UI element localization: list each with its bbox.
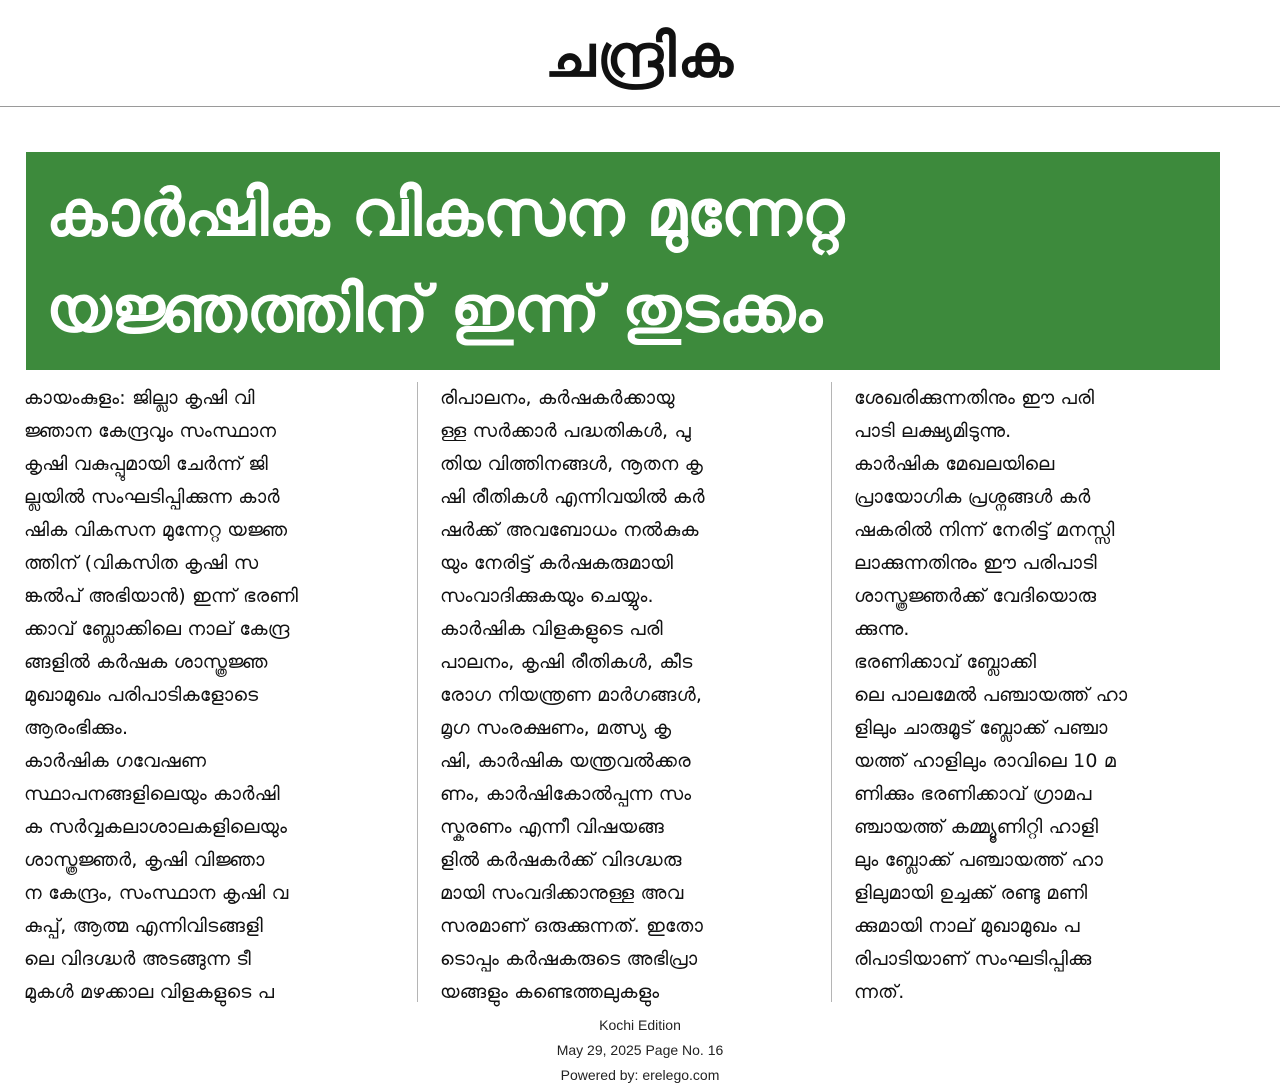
article-line: ഷി രീതികൾ എന്നിവയിൽ കർ bbox=[440, 486, 705, 508]
article-line: ളിലും ചാരുമൂട് ബ്ലോക്ക് പഞ്ചാ bbox=[854, 717, 1108, 739]
article-line: ഷകരിൽ നിന്ന് നേരിട്ട് മനസ്സി bbox=[854, 519, 1115, 541]
article-line: ശാസ്ത്രജ്ഞർ, കൃഷി വിജ്ഞാ bbox=[24, 849, 265, 871]
article-line: ണം, കാർഷികോൽപ്പന്ന സം bbox=[440, 783, 692, 805]
article-body bbox=[24, 382, 1224, 1008]
article-line: കുപ്പ്, ആത്മ എന്നിവിടങ്ങളി bbox=[24, 915, 263, 937]
article-line: ന്നത്. bbox=[854, 981, 905, 1003]
article-line: രിപാടിയാണ് സംഘടിപ്പിക്കു bbox=[854, 948, 1092, 970]
article-line: പാടി ലക്ഷ്യമിടുന്നു. bbox=[854, 420, 1012, 442]
article-line: കാർഷിക മേഖലയിലെ bbox=[854, 453, 1055, 475]
article-line: തിയ വിത്തിനങ്ങൾ, നൂതന കൃ bbox=[440, 453, 704, 475]
article-line: ടൊപ്പം കർഷകരുടെ അഭിപ്രാ bbox=[440, 948, 698, 970]
article-line: സ്ഥാപനങ്ങളിലെയും കാർഷി bbox=[24, 783, 280, 805]
column-divider bbox=[417, 382, 418, 1002]
article-line: ലെ വിദഗ്ദ്ധർ അടങ്ങുന്ന ടീ bbox=[24, 948, 252, 970]
article-line: ക്കുന്നു. bbox=[854, 618, 910, 640]
article-line: ങ്കൽപ് അഭിയാൻ) ഇന്ന് ഭരണി bbox=[24, 585, 299, 607]
article-line: മൃഗ സംരക്ഷണം, മത്സ്യ കൃ bbox=[440, 717, 672, 739]
article-column-1 bbox=[24, 382, 394, 1008]
article-line: സ്കരണം എന്നീ വിഷയങ്ങ bbox=[440, 816, 664, 838]
article-line: ലെ പാലമേൽ പഞ്ചായത്ത് ഹാ bbox=[854, 684, 1128, 706]
article-line: ണിക്കും ഭരണിക്കാവ് ഗ്രാമപ bbox=[854, 783, 1092, 805]
article-line: ല്ലയിൽ സംഘടിപ്പിക്കുന്ന കാർ bbox=[24, 486, 280, 508]
article-line: ആരംഭിക്കും. bbox=[24, 717, 129, 739]
article-line: ക സർവ്വകലാശാലകളിലെയും bbox=[24, 816, 288, 838]
article-line: ഷർക്ക് അവബോധം നൽകുക bbox=[440, 519, 699, 541]
article-line: ഷി, കാർഷിക യന്ത്രവൽക്കര bbox=[440, 750, 691, 772]
article-line: മുഖാമുഖം പരിപാടികളോടെ bbox=[24, 684, 259, 706]
powered-by-link[interactable]: Powered by: erelego.com bbox=[560, 1067, 720, 1083]
article-line: ള്ള സർക്കാർ പദ്ധതികൾ, പു bbox=[440, 420, 691, 442]
article-line: ളിലുമായി ഉച്ചക്ക് രണ്ടു മണി bbox=[854, 882, 1088, 904]
article-line: ലാക്കുന്നതിനും ഈ പരിപാടി bbox=[854, 552, 1097, 574]
article-line: മുകൾ മഴക്കാല വിളകളുടെ പ bbox=[24, 981, 275, 1003]
article-line: ശേഖരിക്കുന്നതിനും ഈ പരി bbox=[854, 387, 1095, 409]
headline-line-2: യജ്ഞത്തിന് ഇന്ന് തുടക്കം bbox=[46, 273, 823, 347]
article-line: ത്തിന് (വികസിത കൃഷി സ bbox=[24, 552, 259, 574]
article-line: കൃഷി വകുപ്പുമായി ചേർന്ന് ജി bbox=[24, 453, 268, 475]
article-line: കാർഷിക ഗവേഷണ bbox=[24, 750, 207, 772]
article-line: ക്കുമായി നാല് മുഖാമുഖം പ bbox=[854, 915, 1080, 937]
article-line: സംവാദിക്കുകയും ചെയ്യും. bbox=[440, 585, 654, 607]
headline-banner bbox=[26, 152, 1220, 370]
article-column-3 bbox=[854, 382, 1222, 1008]
article-line: ന കേന്ദ്രം, സംസ്ഥാന കൃഷി വ bbox=[24, 882, 289, 904]
article-line: പ്രായോഗിക പ്രശ്നങ്ങൾ കർ bbox=[854, 486, 1091, 508]
article-line: ഷിക വികസന മുന്നേറ്റ യജ്ഞ bbox=[24, 519, 288, 541]
article-line: ശാസ്ത്രജ്ഞർക്ക് വേദിയൊരു bbox=[854, 585, 1097, 607]
article-column-2 bbox=[440, 382, 808, 1008]
masthead bbox=[0, 0, 1280, 107]
article-line: ളിൽ കർഷകർക്ക് വിദഗ്ദ്ധരു bbox=[440, 849, 682, 871]
edition-label: Kochi Edition bbox=[599, 1017, 681, 1033]
article-line: രോഗ നിയന്ത്രണ മാർഗങ്ങൾ, bbox=[440, 684, 703, 706]
newspaper-logo: ചന്ദ്രിക bbox=[544, 22, 736, 90]
article-line: ലും ബ്ലോക്ക് പഞ്ചായത്ത് ഹാ bbox=[854, 849, 1104, 871]
article-line: കാർഷിക വിളകളുടെ പരി bbox=[440, 618, 663, 640]
article-line: മായി സംവദിക്കാനുള്ള അവ bbox=[440, 882, 684, 904]
article-line: ഞ്ചായത്ത് കമ്മ്യൂണിറ്റി ഹാളി bbox=[854, 816, 1099, 838]
article-line: യും നേരിട്ട് കർഷകരുമായി bbox=[440, 552, 674, 574]
column-divider bbox=[831, 382, 832, 1002]
article-line: യത്ത് ഹാളിലും രാവിലെ 10 മ bbox=[854, 750, 1117, 772]
article-line: യങ്ങളും കണ്ടെത്തലുകളും bbox=[440, 981, 660, 1003]
article-line: സരമാണ് ഒരുക്കുന്നത്. ഇതോ bbox=[440, 915, 704, 937]
article-line: പാലനം, കൃഷി രീതികൾ, കീട bbox=[440, 651, 693, 673]
article-line: രിപാലനം, കർഷകർക്കായു bbox=[440, 387, 675, 409]
date-page-label: May 29, 2025 Page No. 16 bbox=[556, 1042, 724, 1058]
article-line: ക്കാവ് ബ്ലോക്കിലെ നാല് കേന്ദ്ര bbox=[24, 618, 290, 640]
article-line: കായംകുളം: ജില്ലാ കൃഷി വി bbox=[24, 387, 255, 409]
headline-line-1: കാർഷിക വികസന മുന്നേറ്റ bbox=[46, 177, 845, 251]
article-line: ഭരണിക്കാവ് ബ്ലോക്കി bbox=[854, 651, 1037, 673]
article-line: ങ്ങളിൽ കർഷക ശാസ്ത്രജ്ഞ bbox=[24, 651, 268, 673]
article-line: ജ്ഞാന കേന്ദ്രവും സംസ്ഥാന bbox=[24, 420, 277, 442]
